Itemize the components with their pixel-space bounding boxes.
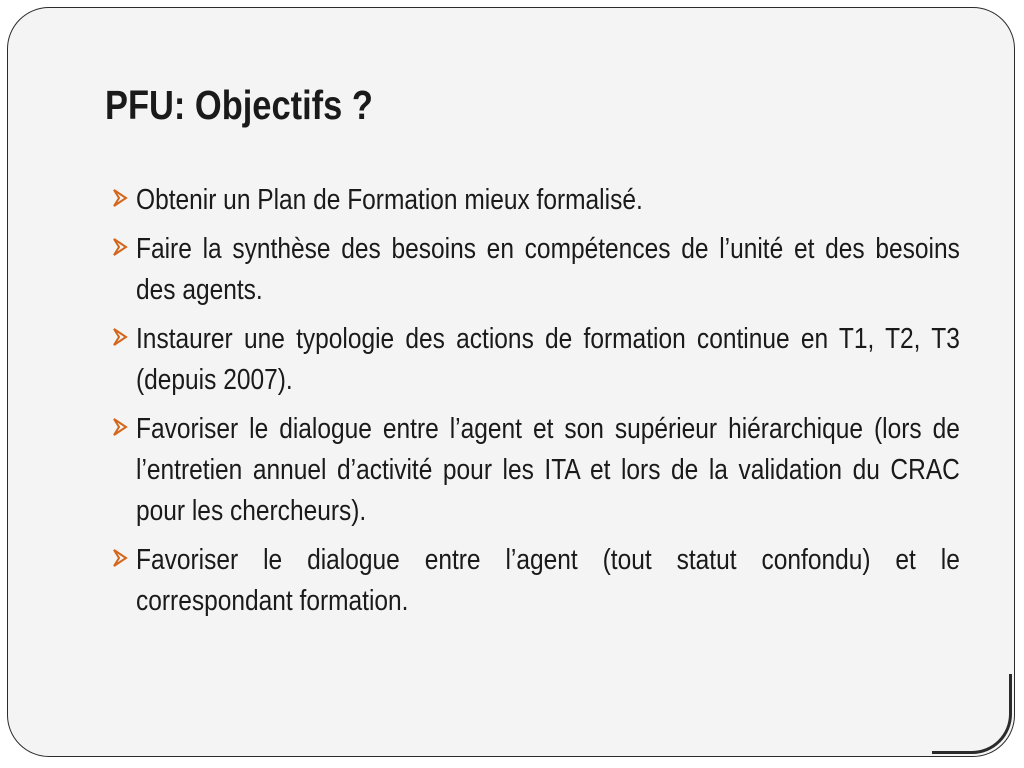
bullet-list: [106, 180, 960, 630]
bullet-text: Obtenir un Plan de Formation mieux formalisé.: [136, 184, 643, 216]
arrow-right-outline-icon: [112, 549, 128, 567]
arrow-right-outline-icon: [112, 238, 128, 256]
list-item: [106, 409, 960, 532]
arrow-right-outline-icon: [112, 189, 128, 207]
bullet-text: Faire la synthèse des besoins en compétences de l’unité et des besoins des agents.: [136, 233, 960, 306]
slide-title: PFU: Objectifs ?: [105, 82, 373, 128]
list-item: [106, 229, 960, 311]
arrow-right-outline-icon: [112, 418, 128, 436]
bullet-text: Instaurer une typologie des actions de formation continue en T1, T2, T3 (depuis 2007).: [136, 323, 960, 396]
bullet-text: Favoriser le dialogue entre l’agent (tout statut confondu) et le correspondant formation.: [136, 544, 960, 617]
frame-corner-accent: [932, 674, 1012, 754]
list-item: [106, 180, 960, 221]
arrow-right-outline-icon: [112, 328, 128, 346]
bullet-text: Favoriser le dialogue entre l’agent et son supérieur hiérarchique (lors de l’entretien annuel d’activité pour les ITA et lors de la validation du CRAC pour les chercheurs).: [136, 413, 960, 527]
list-item: [106, 319, 960, 401]
list-item: [106, 540, 960, 622]
